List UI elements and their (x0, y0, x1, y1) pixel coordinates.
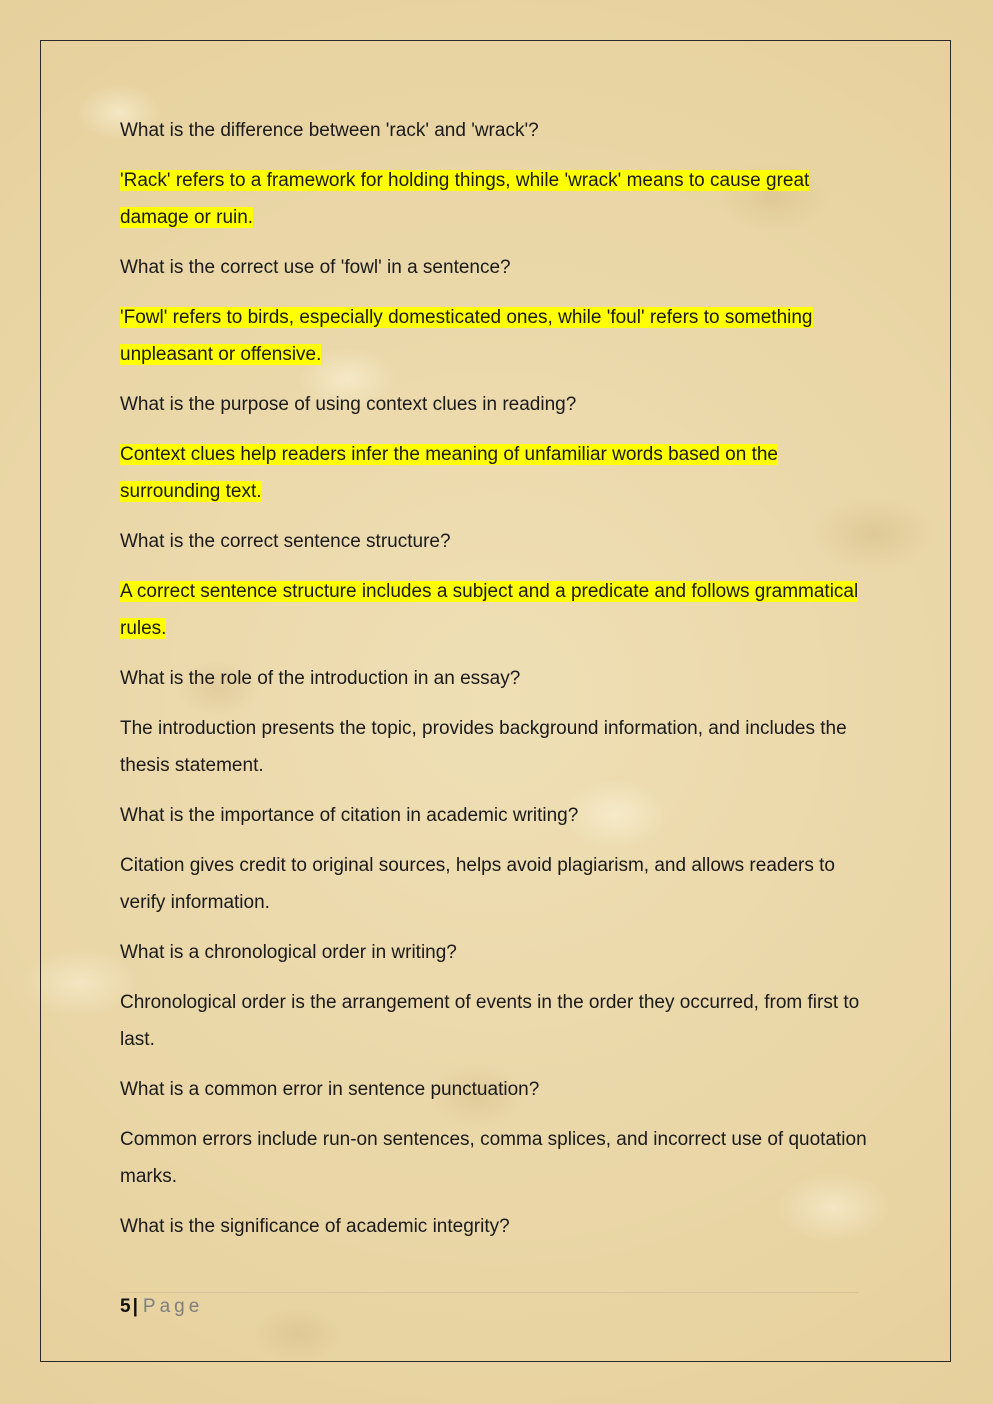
page-number: 5 (120, 1296, 131, 1317)
page-label: Page (142, 1296, 204, 1317)
question-text: What is the importance of citation in academic writing? (120, 805, 579, 826)
question-text: What is the difference between 'rack' and 'wrack'? (120, 120, 539, 141)
question-text: What is a chronological order in writing? (120, 942, 457, 963)
highlighted-answer: 'Fowl' refers to birds, especially domesticated ones, while 'foul' refers to something unpleasant or offensive. (120, 307, 813, 365)
page-footer (120, 1292, 858, 1319)
answer-text: Common errors include run-on sentences, comma splices, and incorrect use of quotation marks. (120, 1129, 867, 1187)
question-text: What is the correct use of 'fowl' in a sentence? (120, 257, 511, 278)
answer-text (120, 162, 875, 236)
question-text: What is the purpose of using context clues in reading? (120, 394, 577, 415)
question-text: What is the significance of academic integrity? (120, 1216, 510, 1237)
answer-text (120, 299, 875, 373)
highlighted-answer: 'Rack' refers to a framework for holding things, while 'wrack' means to cause great damage or ruin. (120, 170, 810, 228)
question-text: What is the role of the introduction in an essay? (120, 668, 521, 689)
answer-text: Citation gives credit to original sources, helps avoid plagiarism, and allows readers to verify information. (120, 855, 835, 913)
answer-text: The introduction presents the topic, provides background information, and includes the thesis statement. (120, 718, 847, 776)
question-text: What is the correct sentence structure? (120, 531, 451, 552)
highlighted-answer: Context clues help readers infer the meaning of unfamiliar words based on the surrounding text. (120, 444, 778, 502)
question-text: What is a common error in sentence punctuation? (120, 1079, 540, 1100)
highlighted-answer: A correct sentence structure includes a subject and a predicate and follows grammatical rules. (120, 581, 859, 639)
document-body (120, 112, 875, 1258)
footer-separator: | (132, 1296, 138, 1317)
answer-text (120, 436, 875, 510)
answer-text: Chronological order is the arrangement of events in the order they occurred, from first to last. (120, 992, 860, 1050)
answer-text (120, 573, 875, 647)
